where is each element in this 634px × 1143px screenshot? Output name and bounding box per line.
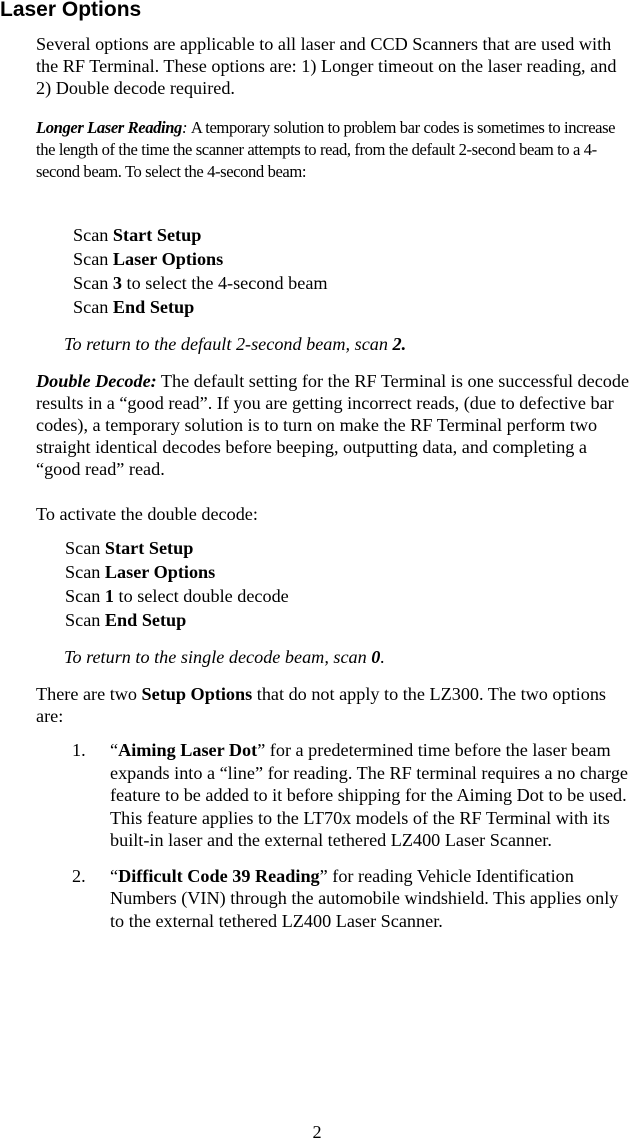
double-decode-steps bbox=[65, 536, 289, 632]
longer-laser-heading: Longer Laser Reading bbox=[36, 118, 182, 137]
step-item: Scan Laser Options bbox=[65, 562, 216, 582]
step-item: Scan Laser Options bbox=[73, 249, 224, 269]
section-title: Laser Options bbox=[0, 0, 142, 21]
list-item: 1. “Aiming Laser Dot” for a predetermined time before the laser beam expands into a “line” for reading. The RF terminal requires a no charge feature to be added to it before shipping for the Aiming Dot to be used. This feature applies to the LT70x models of the RF Terminal with its built-in laser and the external tethered LZ400 Laser Scanner. bbox=[72, 740, 628, 850]
activate-double-decode: To activate the double decode: bbox=[36, 504, 258, 524]
longer-laser-sep: : bbox=[181, 118, 191, 137]
step-item: Scan Start Setup bbox=[73, 225, 202, 245]
double-decode-text: The default setting for the RF Terminal is one successful decode results in a “good read”. If you are getting incorrect reads, (due to defective bar codes), a temporary solution is to turn on make the RF Terminal perform two straight identical decodes before beeping, outputting data, and completing a “good read” read. bbox=[36, 371, 630, 479]
longer-laser-paragraph bbox=[36, 117, 632, 183]
step-item: Scan 3 to select the 4-second beam bbox=[73, 273, 328, 293]
double-decode-note: To return to the single decode beam, scan 0. bbox=[64, 647, 385, 667]
double-decode-heading: Double Decode: bbox=[36, 371, 157, 391]
setup-options-list bbox=[36, 739, 634, 932]
longer-laser-steps bbox=[73, 223, 328, 319]
page-number: 2 bbox=[312, 1122, 322, 1142]
intro-paragraph: Several options are applicable to all laser and CCD Scanners that are used with the RF Terminal. These options are: 1) Longer timeout on the laser reading, and 2) Double decode required. bbox=[36, 34, 617, 98]
longer-laser-text: A temporary solution to problem bar codes is sometimes to increase the length of the time the scanner attempts to read, from the default 2-second beam to a 4-second beam. To select the 4-second beam: bbox=[36, 118, 616, 181]
step-item: Scan Start Setup bbox=[65, 538, 194, 558]
step-item: Scan 1 to select double decode bbox=[65, 586, 289, 606]
setup-options-term: Setup Options bbox=[141, 684, 253, 704]
longer-laser-note: To return to the default 2-second beam, scan 2. bbox=[64, 334, 407, 354]
list-item: 2. “Difficult Code 39 Reading” for reading Vehicle Identification Numbers (VIN) through the automobile windshield. This applies only to the external tethered LZ400 Laser Scanner. bbox=[72, 865, 619, 931]
step-item: Scan End Setup bbox=[65, 610, 187, 630]
setup-options-paragraph: There are two Setup Options that do not apply to the LZ300. The two options are: bbox=[36, 684, 606, 726]
step-item: Scan End Setup bbox=[73, 297, 195, 317]
double-decode-paragraph bbox=[36, 370, 632, 480]
